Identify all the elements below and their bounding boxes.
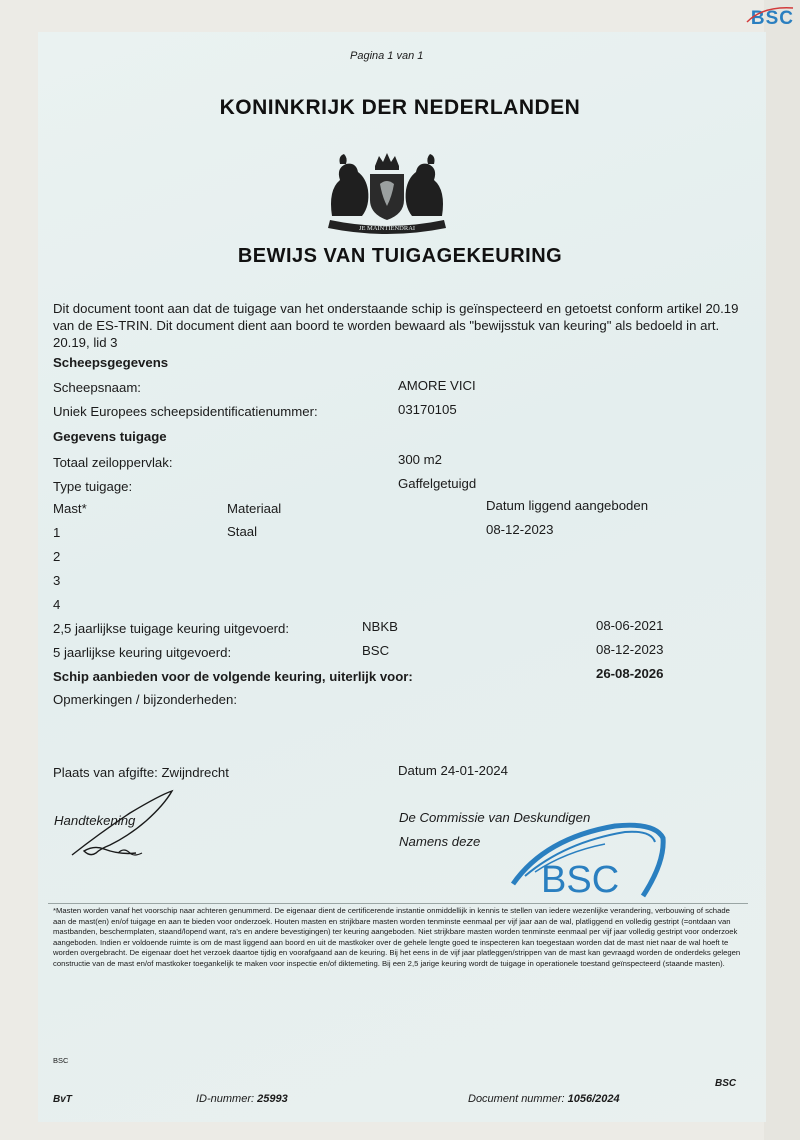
five-year-date: 08-12-2023 bbox=[596, 642, 664, 657]
col-date-header: Datum liggend aangeboden bbox=[486, 498, 649, 513]
footer-bsc-right: BSC bbox=[715, 1078, 737, 1089]
ship-name-value: AMORE VICI bbox=[398, 378, 476, 393]
commission-label: De Commissie van Deskundigen bbox=[399, 810, 591, 825]
eni-label: Uniek Europees scheepsidentificatienummer: bbox=[53, 404, 318, 419]
remarks-label: Opmerkingen / bijzonderheden: bbox=[53, 692, 238, 707]
svg-text:BSC: BSC bbox=[541, 859, 620, 901]
rig-type-value: Gaffelgetuigd bbox=[398, 476, 477, 491]
country-title: KONINKRIJK DER NEDERLANDEN bbox=[219, 96, 581, 119]
next-inspection-label: Schip aanbieden voor de volgende keuring, uiterlijk voor: bbox=[53, 669, 413, 684]
mast-number: 4 bbox=[53, 597, 61, 612]
two-half-year-by: NBKB bbox=[362, 619, 398, 634]
on-behalf-label: Namens deze bbox=[399, 834, 481, 849]
bsc-stamp-logo bbox=[505, 818, 675, 903]
two-half-year-label: 2,5 jaarlijkse tuigage keuring uitgevoerd: bbox=[53, 621, 290, 636]
ship-name-label: Scheepsnaam: bbox=[53, 380, 141, 395]
page-number: Pagina 1 van 1 bbox=[350, 50, 424, 62]
two-half-year-date: 08-06-2021 bbox=[596, 618, 664, 633]
eni-value: 03170105 bbox=[398, 402, 457, 417]
mast-date: 08-12-2023 bbox=[486, 522, 554, 537]
svg-text:JE MAINTIENDRAI: JE MAINTIENDRAI bbox=[358, 225, 416, 232]
col-mast-header: Mast* bbox=[53, 501, 87, 516]
document-number: Document nummer: 1056/2024 bbox=[468, 1093, 620, 1105]
handwritten-signature bbox=[60, 783, 190, 863]
ship-section-title: Scheepsgegevens bbox=[53, 355, 169, 370]
place-of-issue: Plaats van afgifte: Zwijndrecht bbox=[53, 765, 229, 780]
five-year-by: BSC bbox=[362, 643, 390, 658]
next-inspection-date: 26-08-2026 bbox=[596, 666, 664, 681]
footer-bsc-small: BSC bbox=[53, 1056, 69, 1065]
mast-material: Staal bbox=[227, 524, 258, 539]
signature-label: Handtekening bbox=[54, 813, 136, 828]
rigging-section-title: Gegevens tuigage bbox=[53, 429, 167, 444]
mast-number: 1 bbox=[53, 525, 61, 540]
scan-edge bbox=[764, 0, 800, 1140]
footnote-divider bbox=[48, 903, 748, 904]
sail-area-label: Totaal zeiloppervlak: bbox=[53, 455, 173, 470]
corner-bsc-logo: BSC bbox=[751, 8, 794, 30]
col-material-header: Materiaal bbox=[227, 501, 282, 516]
sail-area-value: 300 m2 bbox=[398, 452, 442, 467]
footnote-text: *Masten worden vanaf het voorschip naar achteren genummerd. De eigenaar dient de certificerende instantie onmiddellijk in kennis te stellen van iedere wezenlijke verandering, verbouwing of schade aan de mast(en) en/of tuigage en aan te bieden voor onderzoek. Houten masten en strijkbare masten worden tenminste eenmaal per vijf jaar aan de wal, platliggend en volledig gestript (=ontdaan van mastbanden, beschermplaten, staand/lopend want, ra's en andere bevestigingen) ter keuring aangeboden. Niet strijkbare masten worden tenminste eenmaal per vijf jaar volledig gestript voor onderzoek aangeboden. Indien er voldoende ruimte is om de mast liggend aan boord en uit de mastkoker over de gehele lengte goed te inspecteren kan toegestaan worden dat de mast niet naar de wal hoeft te worden overgebracht. De eigenaar doet het verzoek daartoe tijdig en voorafgaand aan de keuring. Bij het eens in de vijf jaar platleggen/strippen van de mast kan gevraagd worden de onderdeks gelegen constructie van de mast en/of mastkoker toegankelijk te maken voor inspectie en/of diktemeting. Bij een 2,5 jarige keuring wordt de tuigage in operationele toestand geïnspecteerd (staande masten). bbox=[53, 906, 741, 968]
five-year-label: 5 jaarlijkse keuring uitgevoerd: bbox=[53, 645, 232, 660]
id-number: ID-nummer: 25993 bbox=[196, 1093, 288, 1105]
footer-initials: BvT bbox=[53, 1094, 72, 1105]
rig-type-label: Type tuigage: bbox=[53, 479, 133, 494]
document-title: BEWIJS VAN TUIGAGEKEURING bbox=[237, 245, 563, 267]
issue-date: Datum 24-01-2024 bbox=[398, 763, 508, 778]
royal-coat-of-arms bbox=[322, 150, 452, 236]
intro-paragraph: Dit document toont aan dat de tuigage van het onderstaande schip is geïnspecteerd en getoetst conform artikel 20.19 van de ES-TRIN. Dit document dient aan boord te worden bewaard als "bewijsstuk van keuring" als bedoeld in art. 20.19, lid 3 bbox=[53, 301, 739, 350]
mast-number: 2 bbox=[53, 549, 61, 564]
mast-number: 3 bbox=[53, 573, 61, 588]
